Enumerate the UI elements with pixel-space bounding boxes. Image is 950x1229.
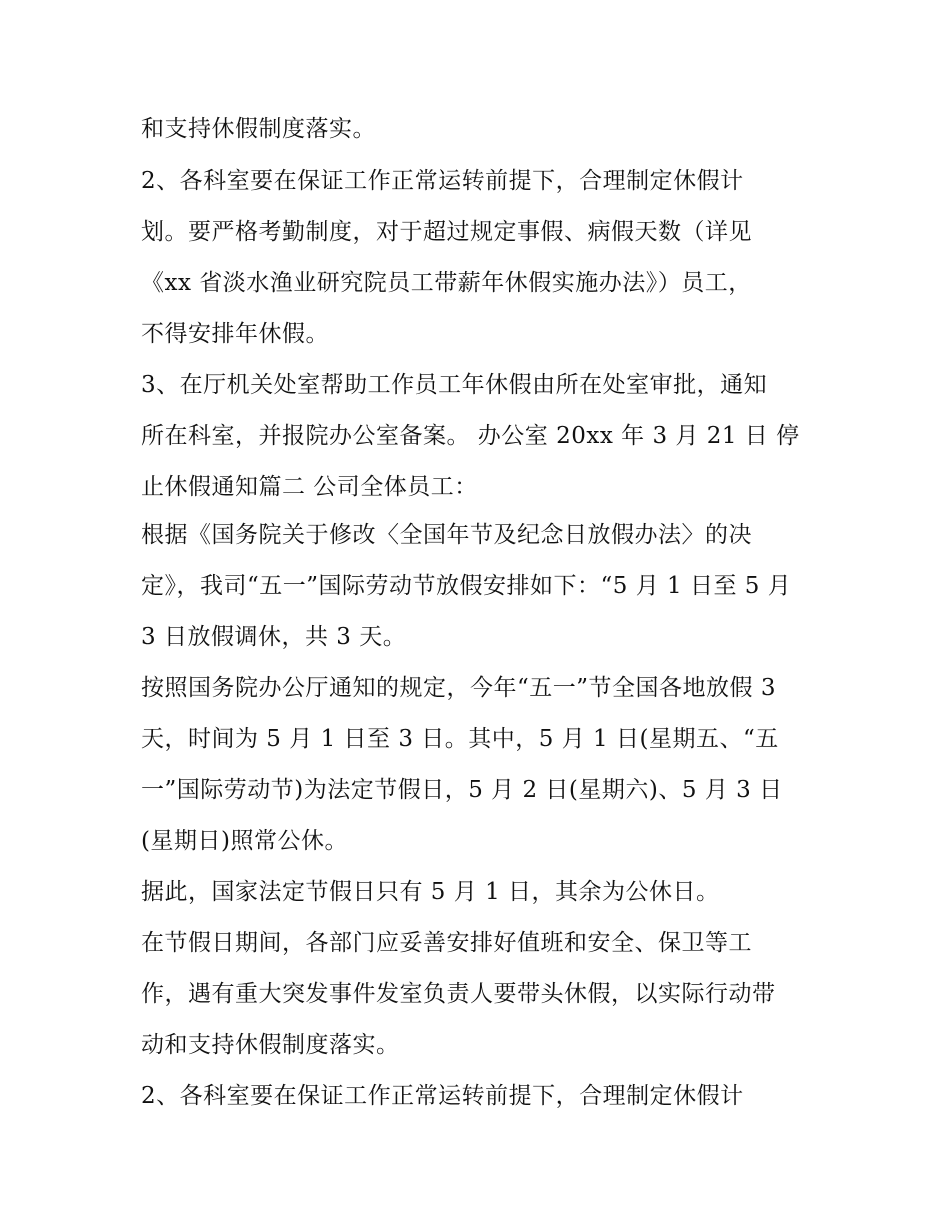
text-line: 据此，国家法定节假日只有 5 月 1 日，其余为公休日。: [141, 879, 720, 905]
text-line: 2、各科室要在保证工作正常运转前提下，合理制定休假计: [141, 1083, 744, 1109]
text-line: 划。要严格考勤制度，对于超过规定事假、病假天数（详见: [141, 219, 752, 245]
text-line: 止休假通知篇二 公司全体员工：: [141, 474, 478, 500]
text-line: 不得安排年休假。: [141, 321, 329, 347]
text-line: 根据《国务院关于修改〈全国年节及纪念日放假办法〉的决: [141, 522, 752, 548]
text-line: (星期日)照常公休。: [141, 828, 348, 854]
text-line: 作，遇有重大突发事件发室负责人要带头休假，以实际行动带: [141, 981, 776, 1007]
text-line: 一”国际劳动节)为法定节假日，5 月 2 日(星期六)、5 月 3 日: [141, 777, 783, 803]
text-line: 3 日放假调休，共 3 天。: [141, 624, 407, 650]
text-line: 在节假日期间，各部门应妥善安排好值班和安全、保卫等工: [141, 930, 752, 956]
text-line: 3、在厅机关处室帮助工作员工年休假由所在处室审批，通知: [141, 372, 768, 398]
text-line: 动和支持休假制度落实。: [141, 1032, 400, 1058]
text-line: 天，时间为 5 月 1 日至 3 日。其中，5 月 1 日(星期五、“五: [141, 726, 779, 752]
text-line: 定》，我司“五一”国际劳动节放假安排如下：“5 月 1 日至 5 月: [141, 573, 792, 599]
text-line: 《xx 省淡水渔业研究院员工带薪年休假实施办法》）员工，: [141, 270, 752, 296]
text-line: 按照国务院办公厅通知的规定，今年“五一”节全国各地放假 3: [141, 675, 776, 701]
text-line: 所在科室，并报院办公室备案。 办公室 20xx 年 3 月 21 日 停: [141, 423, 800, 449]
text-line: 2、各科室要在保证工作正常运转前提下，合理制定休假计: [141, 168, 744, 194]
text-line: 和支持休假制度落实。: [141, 116, 376, 142]
